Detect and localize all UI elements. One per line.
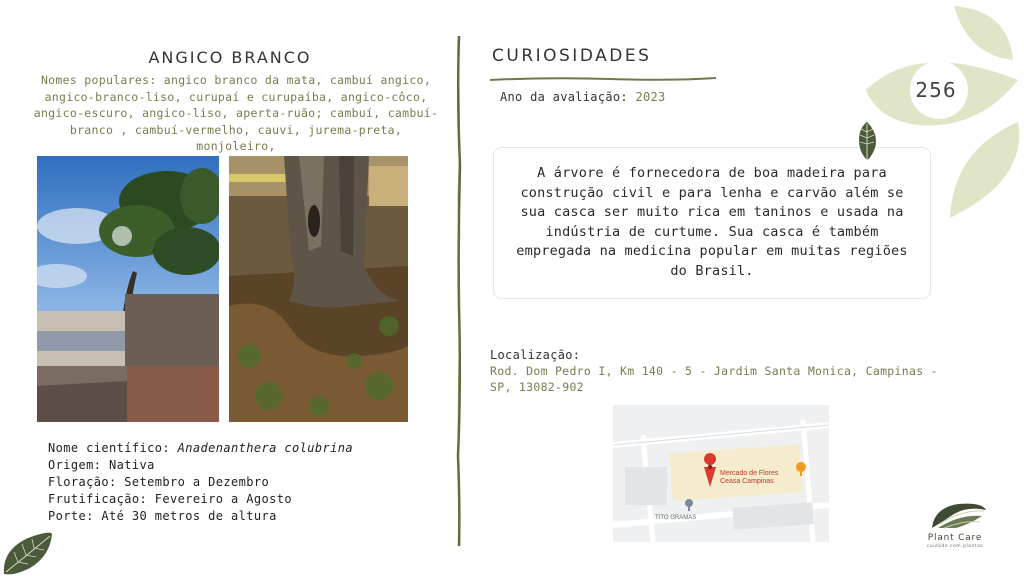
evaluation-year — [500, 90, 666, 104]
column-divider — [452, 36, 466, 546]
popular-names-value: angico branco da mata, cambuí angico, angico-branco-liso, curupaí e curupaíba, angico-côco, angico-escuro, angico-liso, aperta-ruão; cambuí, cambuí-branco , cambuí-vermelho, cauvi, jurema-preta, monjoleiro, — [33, 73, 439, 153]
map-place-line2: Ceasa Campinas — [720, 478, 774, 485]
evaluation-year-label: Ano da avaliação: — [500, 90, 628, 104]
popular-names-label: Nomes populares: — [40, 73, 157, 87]
species-title: ANGICO BRANCO — [148, 48, 312, 67]
fruiting-value: Fevereiro a Agosto — [154, 492, 292, 506]
brand-name: Plant Care — [927, 533, 983, 543]
small-leaf-icon — [855, 120, 879, 162]
location-label: Localização: — [490, 348, 581, 362]
evaluation-year-value: 2023 — [635, 90, 666, 104]
origin-label: Origem: — [48, 458, 102, 472]
curiosities-title: CURIOSIDADES — [492, 46, 652, 66]
size-label: Porte: — [48, 509, 94, 523]
popular-names — [30, 72, 442, 155]
scientific-name-row — [48, 440, 353, 457]
map-place-line1: Mercado de Flores — [720, 470, 779, 477]
map-street-label: TITO GRAMAS — [655, 515, 697, 521]
scientific-name-label: Nome científico: — [48, 441, 170, 455]
size-row — [48, 508, 353, 525]
flowering-value: Setembro a Dezembro — [124, 475, 270, 489]
origin-value: Nativa — [109, 458, 155, 472]
title-underline — [490, 68, 716, 76]
flowering-label: Floração: — [48, 475, 117, 489]
page-number: 256 — [915, 78, 957, 102]
scientific-name-value: Anadenanthera colubrina — [177, 441, 353, 455]
fruiting-row — [48, 491, 353, 508]
location-map[interactable] — [613, 405, 829, 542]
flowering-row — [48, 474, 353, 491]
curiosity-card: A árvore é fornecedora de boa madeira para construção civil e para lenha e carvão além se sua casca ser muito rica em taninos e usada na indústria de curtume. Sua casca é também empregada na medicina popular em muitas regiões do Brasil. — [493, 147, 931, 299]
corner-leaf-icon — [0, 530, 56, 576]
origin-row — [48, 457, 353, 474]
brand-tagline: cuidado com plantas — [926, 544, 984, 549]
size-value: Até 30 metros de altura — [101, 509, 277, 523]
species-info — [48, 440, 353, 525]
location-address: Rod. Dom Pedro I, Km 140 - 5 - Jardim Santa Monica, Campinas - SP, 13082-902 — [490, 364, 938, 394]
fruiting-label: Frutificação: — [48, 492, 148, 506]
decorative-leaves — [858, 0, 1024, 225]
tree-photo — [37, 156, 219, 422]
trunk-photo — [229, 156, 408, 422]
